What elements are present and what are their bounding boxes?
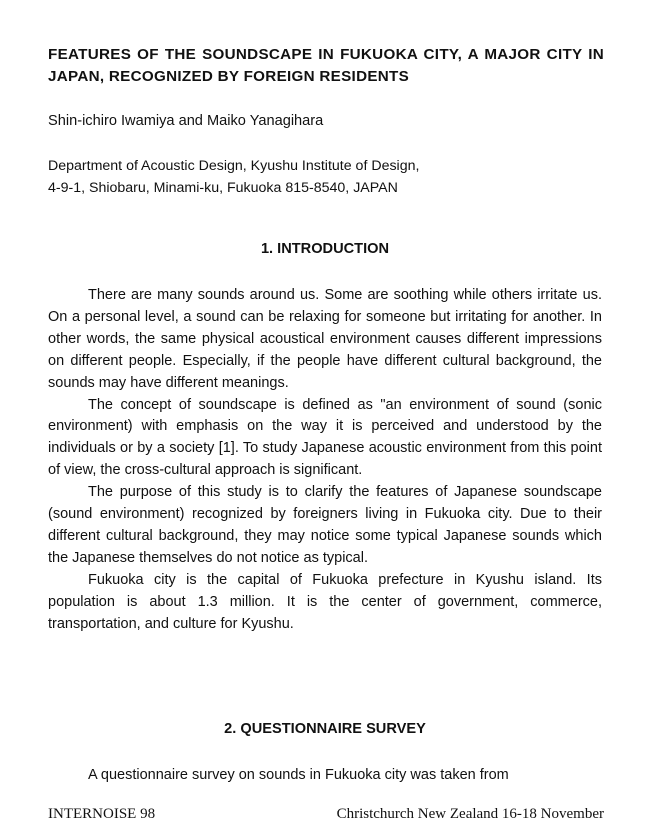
affiliation bbox=[48, 155, 419, 199]
affiliation-line: Department of Acoustic Design, Kyushu Institute of Design, bbox=[48, 158, 420, 174]
affiliation-line: 4-9-1, Shiobaru, Minami-ku, Fukuoka 815-8540, JAPAN bbox=[48, 180, 398, 196]
paragraph: The purpose of this study is to clarify the features of Japanese soundscape (sound environment) recognized by foreigners living in Fukuoka city. Due to their different cultural background, they may notice some typical Japanese sounds which the Japanese themselves do not notice as typical. bbox=[48, 484, 602, 566]
introduction-body bbox=[48, 285, 602, 636]
footer-conference: INTERNOISE 98 bbox=[48, 806, 156, 822]
paragraph: A questionnaire survey on sounds in Fukuoka city was taken from bbox=[88, 767, 509, 783]
section-heading-questionnaire-survey: 2. QUESTIONNAIRE SURVEY bbox=[224, 721, 426, 737]
footer-location-date: Christchurch New Zealand 16-18 November bbox=[336, 806, 604, 822]
paragraph: Fukuoka city is the capital of Fukuoka prefecture in Kyushu island. Its population is about 1.3 million. It is the center of government, commerce, transportation, and culture for Kyushu. bbox=[48, 571, 602, 632]
paragraph: The concept of soundscape is defined as "an environment of sound (sonic environment) with emphasis on the way it is perceived and understood by the individuals or by a society [1]. To study Japanese acoustic environment from this point of view, the cross-cultural approach is significant. bbox=[48, 396, 602, 479]
section-heading-introduction: 1. INTRODUCTION bbox=[260, 241, 390, 257]
paper-title: FEATURES OF THE SOUNDSCAPE IN FUKUOKA CITY, A MAJOR CITY IN JAPAN, RECOGNIZED BY FOREIGN RESIDENTS bbox=[48, 46, 604, 85]
page-footer bbox=[48, 806, 604, 823]
paragraph: There are many sounds around us. Some are soothing while others irritate us. On a personal level, a sound can be relaxing for someone but irritating for another. In other words, the same physical acoustical environment causes different impressions on different people. Especially, if the people have different cultural background, the sounds may have different meanings. bbox=[48, 287, 602, 391]
survey-body bbox=[48, 765, 602, 787]
author-list: Shin-ichiro Iwamiya and Maiko Yanagihara bbox=[48, 113, 324, 129]
